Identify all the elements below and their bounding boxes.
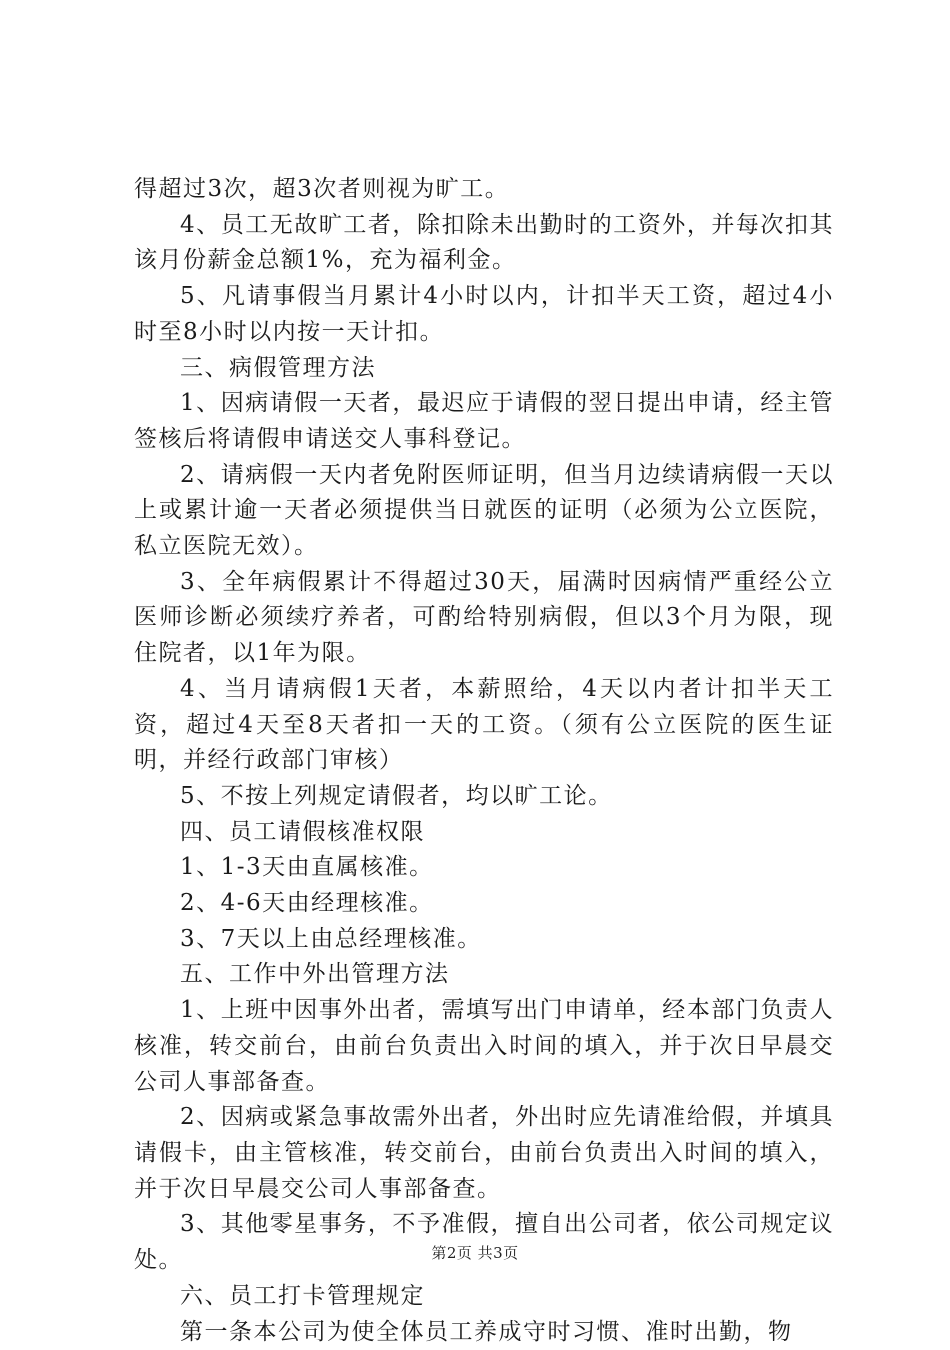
- paragraph: 六、员工打卡管理规定: [134, 1279, 834, 1315]
- paragraph: 5、凡请事假当月累计4小时以内，计扣半天工资，超过4小时至8小时以内按一天计扣。: [134, 279, 834, 350]
- paragraph: 三、病假管理方法: [134, 351, 834, 387]
- document-body: [134, 172, 834, 1350]
- paragraph: 3、全年病假累计不得超过30天，届满时因病情严重经公立医师诊断必须续疗养者，可酌给特别病假，但以3个月为限，现住院者，以1年为限。: [134, 565, 834, 672]
- paragraph: 2、因病或紧急事故需外出者，外出时应先请准给假，并填具请假卡，由主管核准，转交前台，由前台负责出入时间的填入，并于次日早晨交公司人事部备查。: [134, 1100, 834, 1207]
- paragraph: 1、上班中因事外出者，需填写出门申请单，经本部门负责人核准，转交前台，由前台负责出入时间的填入，并于次日早晨交公司人事部备查。: [134, 993, 834, 1100]
- paragraph: 4、当月请病假1天者，本薪照给，4天以内者计扣半天工资，超过4天至8天者扣一天的工资。（须有公立医院的医生证明，并经行政部门审核）: [134, 672, 834, 779]
- paragraph: 得超过3次，超3次者则视为旷工。: [134, 172, 834, 208]
- paragraph: 2、4-6天由经理核准。: [134, 886, 834, 922]
- paragraph: 1、因病请假一天者，最迟应于请假的翌日提出申请，经主管签核后将请假申请送交人事科登记。: [134, 386, 834, 457]
- paragraph: 3、其他零星事务，不予准假，擅自出公司者，依公司规定议处。: [134, 1207, 834, 1278]
- page-footer: [0, 1242, 950, 1263]
- paragraph: 5、不按上列规定请假者，均以旷工论。: [134, 779, 834, 815]
- paragraph: 3、7天以上由总经理核准。: [134, 922, 834, 958]
- page-number-label: 第2页 共3页: [431, 1244, 518, 1262]
- paragraph: 第一条本公司为使全体员工养成守时习惯、准时出勤，物: [134, 1315, 834, 1350]
- paragraph: 2、请病假一天内者免附医师证明，但当月边续请病假一天以上或累计逾一天者必须提供当日就医的证明（必须为公立医院，私立医院无效）。: [134, 458, 834, 565]
- paragraph: 五、工作中外出管理方法: [134, 957, 834, 993]
- paragraph: 1、1-3天由直属核准。: [134, 850, 834, 886]
- paragraph: 四、员工请假核准权限: [134, 815, 834, 851]
- paragraph: 4、员工无故旷工者，除扣除未出勤时的工资外，并每次扣其该月份薪金总额1%，充为福利金。: [134, 208, 834, 279]
